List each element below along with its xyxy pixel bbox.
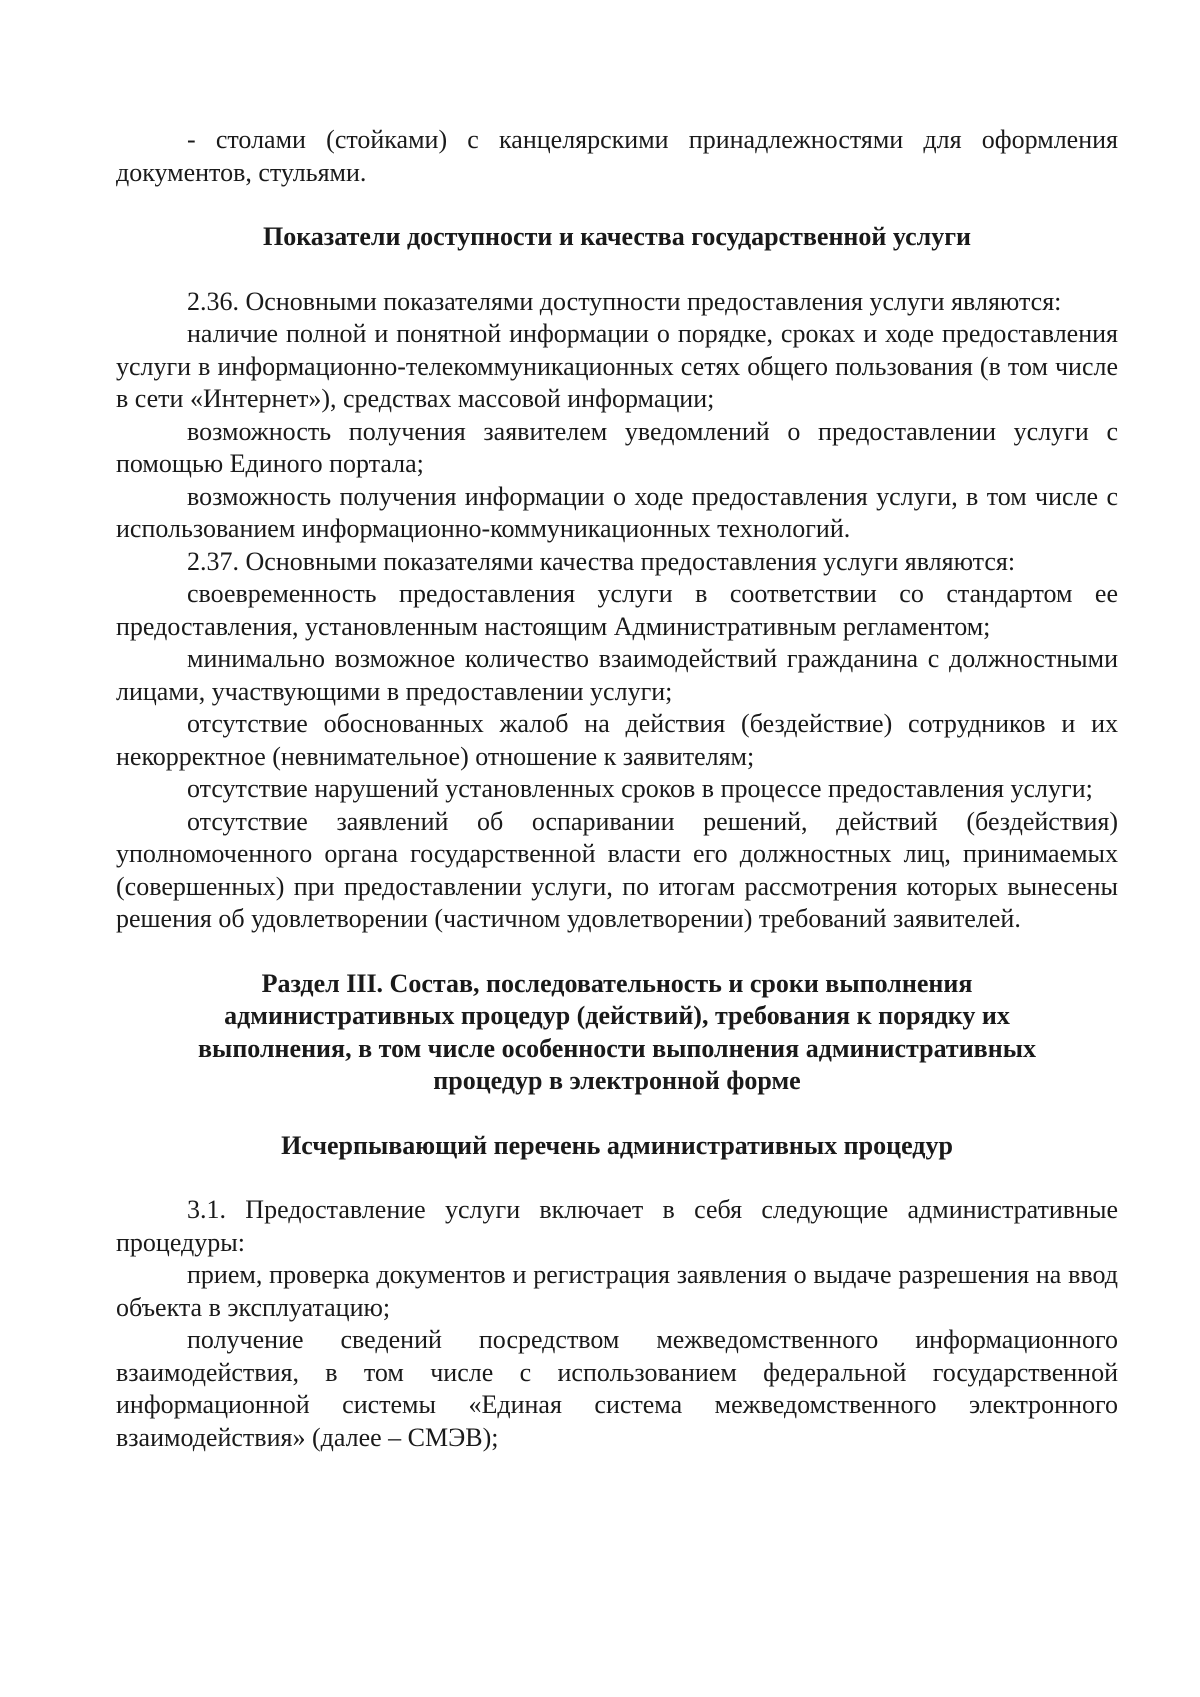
paragraph-notifications: возможность получения заявителем уведомлений о предоставлении услуги с помощью Единого портала;	[116, 416, 1118, 478]
paragraph-no-complaints: отсутствие обоснованных жалоб на действия (бездействие) сотрудников и их некорректное (невнимательное) отношение к заявителям;	[116, 709, 1118, 771]
spacer	[116, 936, 1118, 968]
paragraph-min-interactions: минимально возможное количество взаимодействий гражданина с должностными лицами, участвующими в предоставлении услуги;	[116, 644, 1118, 706]
spacer	[116, 1098, 1118, 1130]
paragraph-progress-info: возможность получения информации о ходе предоставления услуги, в том числе с использованием информационно-коммуникационных технологий.	[116, 481, 1118, 543]
paragraph-no-deadline-violations: отсутствие нарушений установленных сроков в процессе предоставления услуги;	[187, 774, 1093, 803]
paragraph-full-information: наличие полной и понятной информации о порядке, сроках и ходе предоставления услуги в информационно-телекоммуникационных сетях общего пользования (в том числе в сети «Интернет»), средствах массовой информации;	[116, 319, 1118, 413]
paragraph-reception-check: прием, проверка документов и регистрация заявления о выдаче разрешения на ввод объекта в эксплуатацию;	[116, 1260, 1118, 1322]
paragraph-interagency-info: получение сведений посредством межведомственного информационного взаимодействия, в том числе с использованием федеральной государственной информационной системы «Единая система межведомственного электронного взаимодействия» (далее – СМЭВ);	[116, 1325, 1118, 1452]
paragraph-3-1: 3.1. Предоставление услуги включает в себя следующие административные процедуры:	[116, 1195, 1118, 1257]
paragraph-2-37: 2.37. Основными показателями качества предоставления услуги являются:	[187, 546, 1016, 576]
spacer	[116, 254, 1118, 286]
paragraph-timeliness: своевременность предоставления услуги в соответствии со стандартом ее предоставления, установленным настоящим Административным регламентом;	[116, 579, 1118, 641]
heading-accessibility-quality: Показатели доступности и качества государственной услуги	[262, 222, 972, 251]
heading-procedures-list: Исчерпывающий перечень административных процедур	[281, 1130, 953, 1160]
heading-section-3: Раздел III. Состав, последовательность и сроки выполнения административных процедур (действий), требования к порядку их выполнения, в том числе особенности выполнения административных процедур в электронной форме	[197, 968, 1036, 1095]
paragraph-2-36: 2.36. Основными показателями доступности предоставления услуги являются:	[187, 286, 1062, 316]
paragraph-furniture: - столами (стойками) с канцелярскими принадлежностями для оформления документов, стульями.	[116, 125, 1118, 187]
spacer	[116, 189, 1118, 221]
document-page	[116, 124, 1118, 1454]
paragraph-no-disputes: отсутствие заявлений об оспаривании решений, действий (бездействия) уполномоченного органа государственной власти его должностных лиц, принимаемых (совершенных) при предоставлении услуги, по итогам рассмотрения которых вынесены решения об удовлетворении (частичном удовлетворении) требований заявителей.	[116, 806, 1118, 933]
spacer	[116, 1162, 1118, 1194]
